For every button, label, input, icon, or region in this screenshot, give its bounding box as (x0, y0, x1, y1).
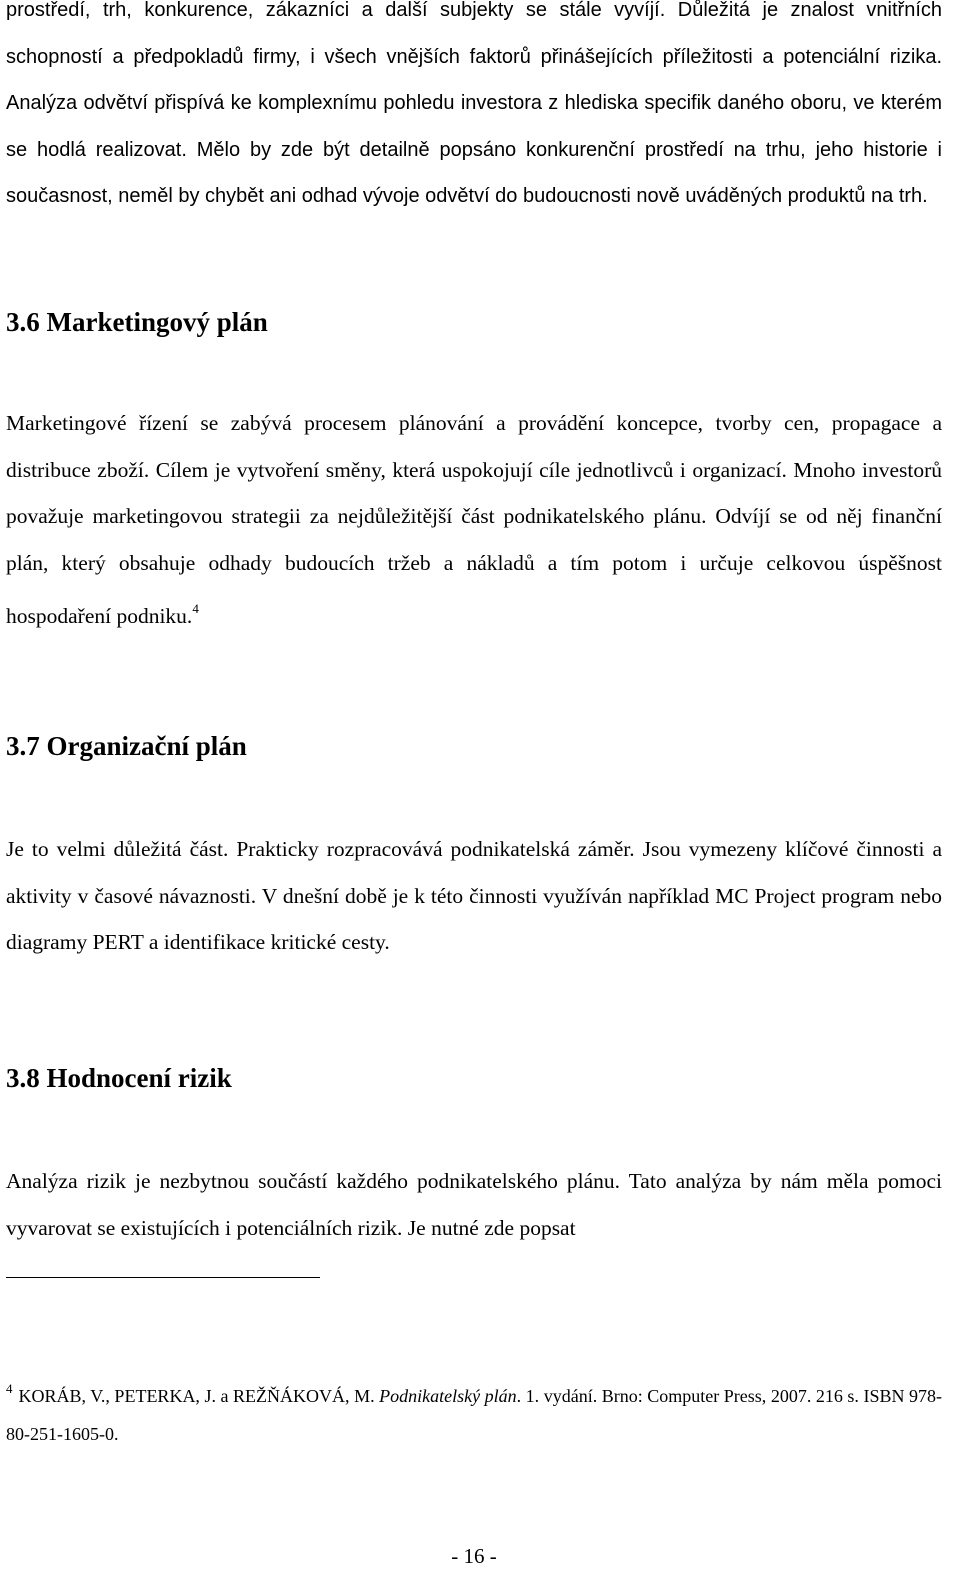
heading-marketing-plan: 3.6 Marketingový plán (6, 307, 268, 337)
paragraph-marketing-text (6, 400, 942, 640)
footnote (6, 1378, 942, 1452)
paragraph-intro-text: prostředí, trh, konkurence, zákazníci a další subjekty se stále vyvíjí. Důležitá je znalost vnitřních schopností a předpokladů firmy, i všech vnějších faktorů přinášejících příležitosti a potenciální rizika. Analýza odvětví přispívá ke komplexnímu pohledu investora z hlediska specifik daného oboru, ve kterém se hodlá realizovat. Mělo by zde být detailně popsáno konkurenční prostředí na trhu, jeho historie i současnost, neměl by chybět ani odhad vývoje odvětví do budoucnosti nově uváděných produktů na trh. (6, 0, 942, 208)
paragraph-marketing-body: Marketingové řízení se zabývá procesem plánování a provádění koncepce, tvorby cen, propagace a distribuce zboží. Cílem je vytvoření směny, která uspokojují cíle jednotlivců i organizací. Mnoho investorů považuje marketingovou strategii za nejdůležitější část podnikatelského plánu. Odvíjí se od něj finanční plán, který obsahuje odhady budoucích tržeb a nákladů a tím potom i určuje celkovou úspěšnost hospodaření podniku. (6, 411, 942, 629)
footnote-title: Podnikatelský plán (379, 1386, 517, 1406)
footnote-separator (6, 1277, 320, 1278)
footnote-mark: 4 (6, 1381, 13, 1396)
footnote-authors: KORÁB, V., PETERKA, J. a REŽŇÁKOVÁ, M. (18, 1386, 375, 1406)
heading-risk-assessment: 3.8 Hodnocení rizik (6, 1063, 232, 1093)
page-number: - 16 - (451, 1544, 497, 1568)
footnote-details: . 1. vydání. Brno: Computer Press, 2007. 216 s. ISBN 978-80-251-1605-0. (6, 1386, 942, 1444)
heading-organizational-plan: 3.7 Organizační plán (6, 731, 247, 761)
paragraph-risk-text: Analýza rizik je nezbytnou součástí každého podnikatelského plánu. Tato analýza by nám měla pomoci vyvarovat se existujících i potenciálních rizik. Je nutné zde popsat (6, 1169, 942, 1240)
paragraph-risk (6, 1158, 942, 1251)
paragraph-marketing (6, 400, 942, 640)
paragraph-organizational (6, 826, 942, 966)
paragraph-intro (6, 0, 942, 220)
footnote-reference: 4 (192, 601, 199, 617)
paragraph-organizational-text: Je to velmi důležitá část. Prakticky rozpracovává podnikatelská záměr. Jsou vymezeny klíčové činnosti a aktivity v časové návaznosti. V dnešní době je k této činnosti využíván například MC Project program nebo diagramy PERT a identifikace kritické cesty. (6, 837, 942, 955)
